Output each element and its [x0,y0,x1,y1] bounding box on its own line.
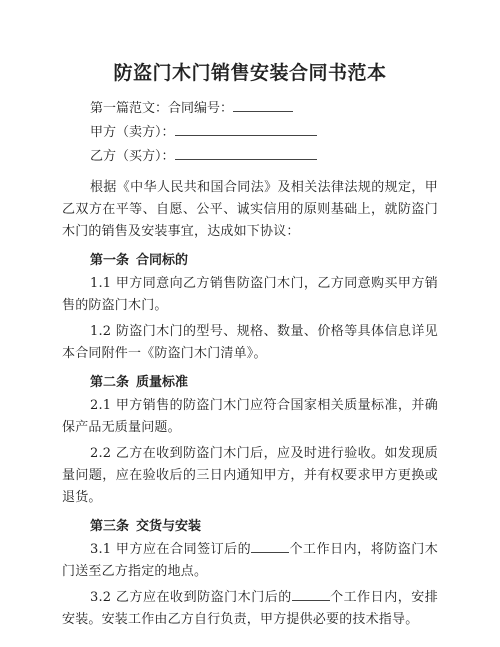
clause-1-2: 1.2 防盗门木门的型号、规格、数量、价格等具体信息详见本合同附件一《防盗门木门清单》。 [62,324,438,361]
clause-2-1: 2.1 甲方销售的防盗门木门应符合国家相关质量标准，并确保产品无质量问题。 [62,398,438,435]
article-2-heading [62,371,438,395]
article-3-number: 第三条 [90,519,130,534]
party-b-label: 乙方（买方）： [90,149,175,164]
clause-3-1-blank [251,540,289,553]
contract-number-blank [233,99,293,112]
article-2-number: 第二条 [90,375,130,390]
article-1-number: 第一条 [90,253,130,268]
document-title: 防盗门木门销售安装合同书范本 [113,62,387,84]
contract-number-line [62,97,438,121]
clause-3-1-end: 个工作日内，将防盗门木门送至乙方指定的地点。 [62,542,438,579]
intro-paragraph: 根据《中华人民共和国合同法》及相关法律法规的规定，甲乙双方在平等、自愿、公平、诚实信用的原则基础上，就防盗门木门的销售及安装事宜，达成如下协议： [62,180,438,239]
party-a-label: 甲方（卖方）： [90,125,175,140]
article-1-title: 合同标的 [136,253,189,268]
clause-3-1 [62,539,438,583]
party-a-blank [175,123,317,136]
clause-1-1: 1.1 甲方同意向乙方销售防盗门木门，乙方同意购买甲方销售的防盗门木门。 [62,276,438,313]
article-1-heading [62,249,438,273]
clause-3-2-start: 3.2 乙方应在收到防盗门木门后的 [90,590,292,605]
article-2-title: 质量标准 [136,375,189,390]
clause-3-2 [62,587,438,631]
clause-3-2-end: 个工作日内，安排安装。安装工作由乙方自行负责，甲方提供必要的技术指导。 [62,590,438,627]
article-3-heading [62,515,438,539]
clause-3-2-blank [292,588,330,601]
clause-2-2: 2.2 乙方在收到防盗门木门后，应及时进行验收。如发现质量问题，应在验收后的三日内通知甲方，并有权要求甲方更换或退货。 [62,446,438,505]
article-3-title: 交货与安装 [136,519,202,534]
contract-number-label: 第一篇范文：合同编号： [90,101,234,116]
party-b-line [62,145,438,169]
party-b-blank [175,147,317,160]
party-a-line [62,121,438,145]
contract-meta [62,97,438,169]
clause-3-1-start: 3.1 甲方应在合同签订后的 [90,542,252,557]
